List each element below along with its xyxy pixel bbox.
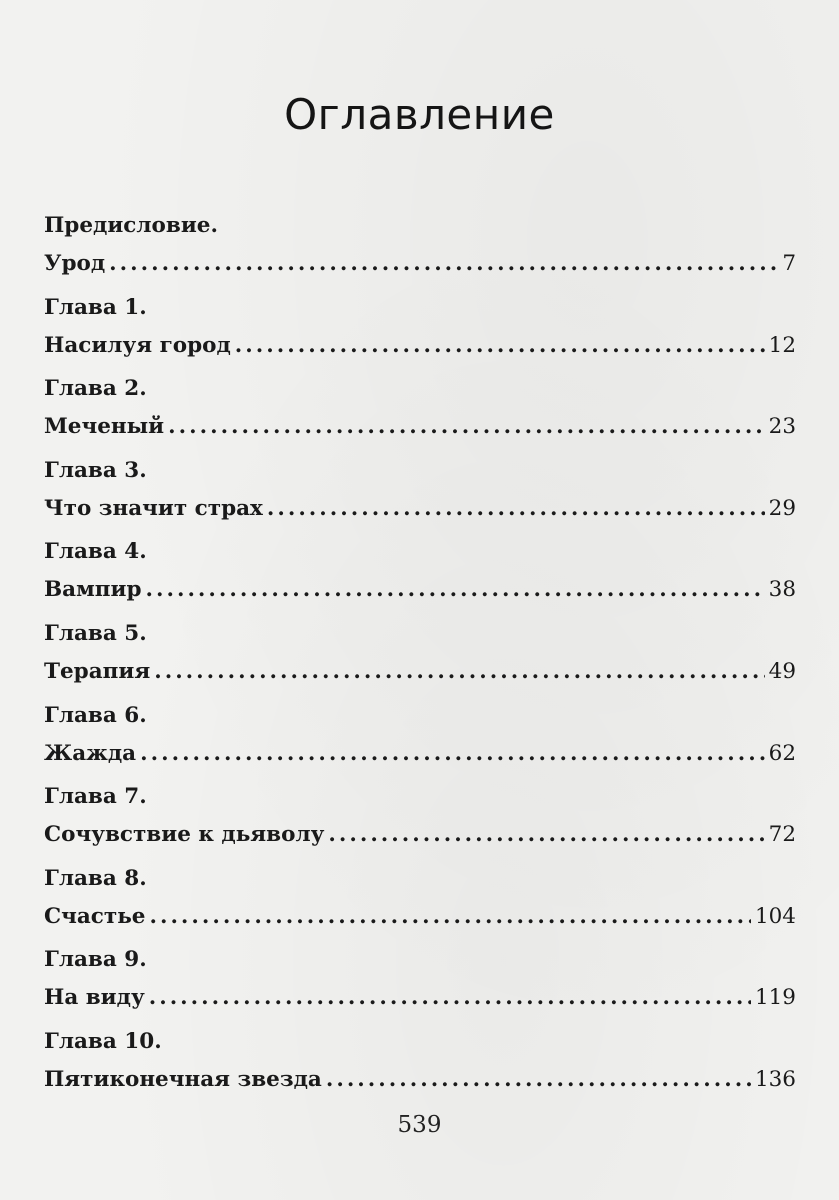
toc-entry-label: Предисловие.: [44, 213, 218, 238]
toc-entry: [44, 371, 796, 453]
dot-leader: [140, 734, 765, 774]
dot-leader: [168, 407, 765, 447]
toc-entry-label: Глава 10.: [44, 1028, 162, 1054]
toc-entry-name: Урод: [44, 251, 106, 276]
dot-leader: [146, 570, 765, 610]
toc-entry-page: 29: [768, 495, 796, 521]
toc-entry-page: 72: [768, 822, 796, 848]
toc-entry-name: Насилуя город: [44, 332, 231, 358]
dot-leader: [149, 897, 750, 937]
toc-entry: [44, 861, 796, 943]
toc-entry-line: [44, 1060, 796, 1100]
toc-entry-name: Что значит страх: [44, 495, 263, 521]
toc-entry-name: На виду: [44, 985, 145, 1011]
toc-entry: [44, 779, 796, 861]
toc-entry-name: Терапия: [44, 658, 151, 684]
toc-entry-label: Глава 3.: [44, 457, 147, 483]
dot-leader: [267, 489, 765, 529]
dot-leader: [109, 244, 778, 284]
table-of-contents: [44, 208, 796, 1106]
toc-entry-label: Глава 1.: [44, 294, 147, 320]
toc-entry: [44, 616, 796, 698]
toc-entry-name: Вампир: [44, 577, 142, 603]
toc-entry: [44, 534, 796, 616]
toc-entry-name: Счастье: [44, 903, 146, 929]
toc-entry-line: [44, 734, 796, 774]
toc-entry-page: 7: [782, 251, 796, 276]
toc-entry-name: Сочувствие к дьяволу: [44, 822, 325, 848]
toc-entry-page: 23: [768, 414, 796, 440]
page-title: Оглавление: [284, 90, 555, 140]
toc-entry-label: Глава 4.: [44, 539, 147, 565]
toc-entry-label: Глава 7.: [44, 784, 147, 810]
toc-entry-line: [44, 815, 796, 855]
toc-entry-line: [44, 897, 796, 937]
toc-entry-line: [44, 407, 796, 447]
toc-entry-page: 12: [768, 332, 796, 358]
toc-entry: [44, 208, 796, 290]
toc-entry-line: [44, 244, 796, 284]
toc-entry-label: Глава 6.: [44, 702, 147, 728]
toc-entry-line: [44, 652, 796, 692]
toc-entry-label: Глава 2.: [44, 376, 147, 402]
dot-leader: [235, 326, 765, 366]
toc-entry: [44, 942, 796, 1024]
toc-entry-page: 62: [768, 740, 796, 766]
toc-entry-label: Глава 9.: [44, 947, 147, 973]
toc-entry-line: [44, 326, 796, 366]
toc-entry-page: 38: [768, 577, 796, 603]
toc-entry-line: [44, 489, 796, 529]
toc-entry-label: Глава 5.: [44, 620, 147, 646]
toc-entry-page: 49: [768, 658, 796, 684]
toc-entry-name: Жажда: [44, 740, 137, 766]
toc-entry-line: [44, 570, 796, 610]
toc-entry-name: Пятиконечная звезда: [44, 1066, 322, 1092]
toc-entry: [44, 1024, 796, 1106]
toc-entry-page: 119: [754, 985, 796, 1011]
dot-leader: [154, 652, 764, 692]
toc-entry: [44, 453, 796, 535]
toc-entry: [44, 698, 796, 780]
toc-entry-page: 136: [754, 1066, 796, 1092]
dot-leader: [149, 978, 751, 1018]
toc-entry: [44, 290, 796, 372]
toc-entry-line: [44, 978, 796, 1018]
dot-leader: [326, 1060, 751, 1100]
page-number: 539: [397, 1112, 442, 1138]
toc-entry-label: Глава 8.: [44, 865, 147, 891]
toc-entry-name: Меченый: [44, 414, 165, 440]
dot-leader: [328, 815, 764, 855]
toc-entry-page: 104: [754, 903, 796, 929]
